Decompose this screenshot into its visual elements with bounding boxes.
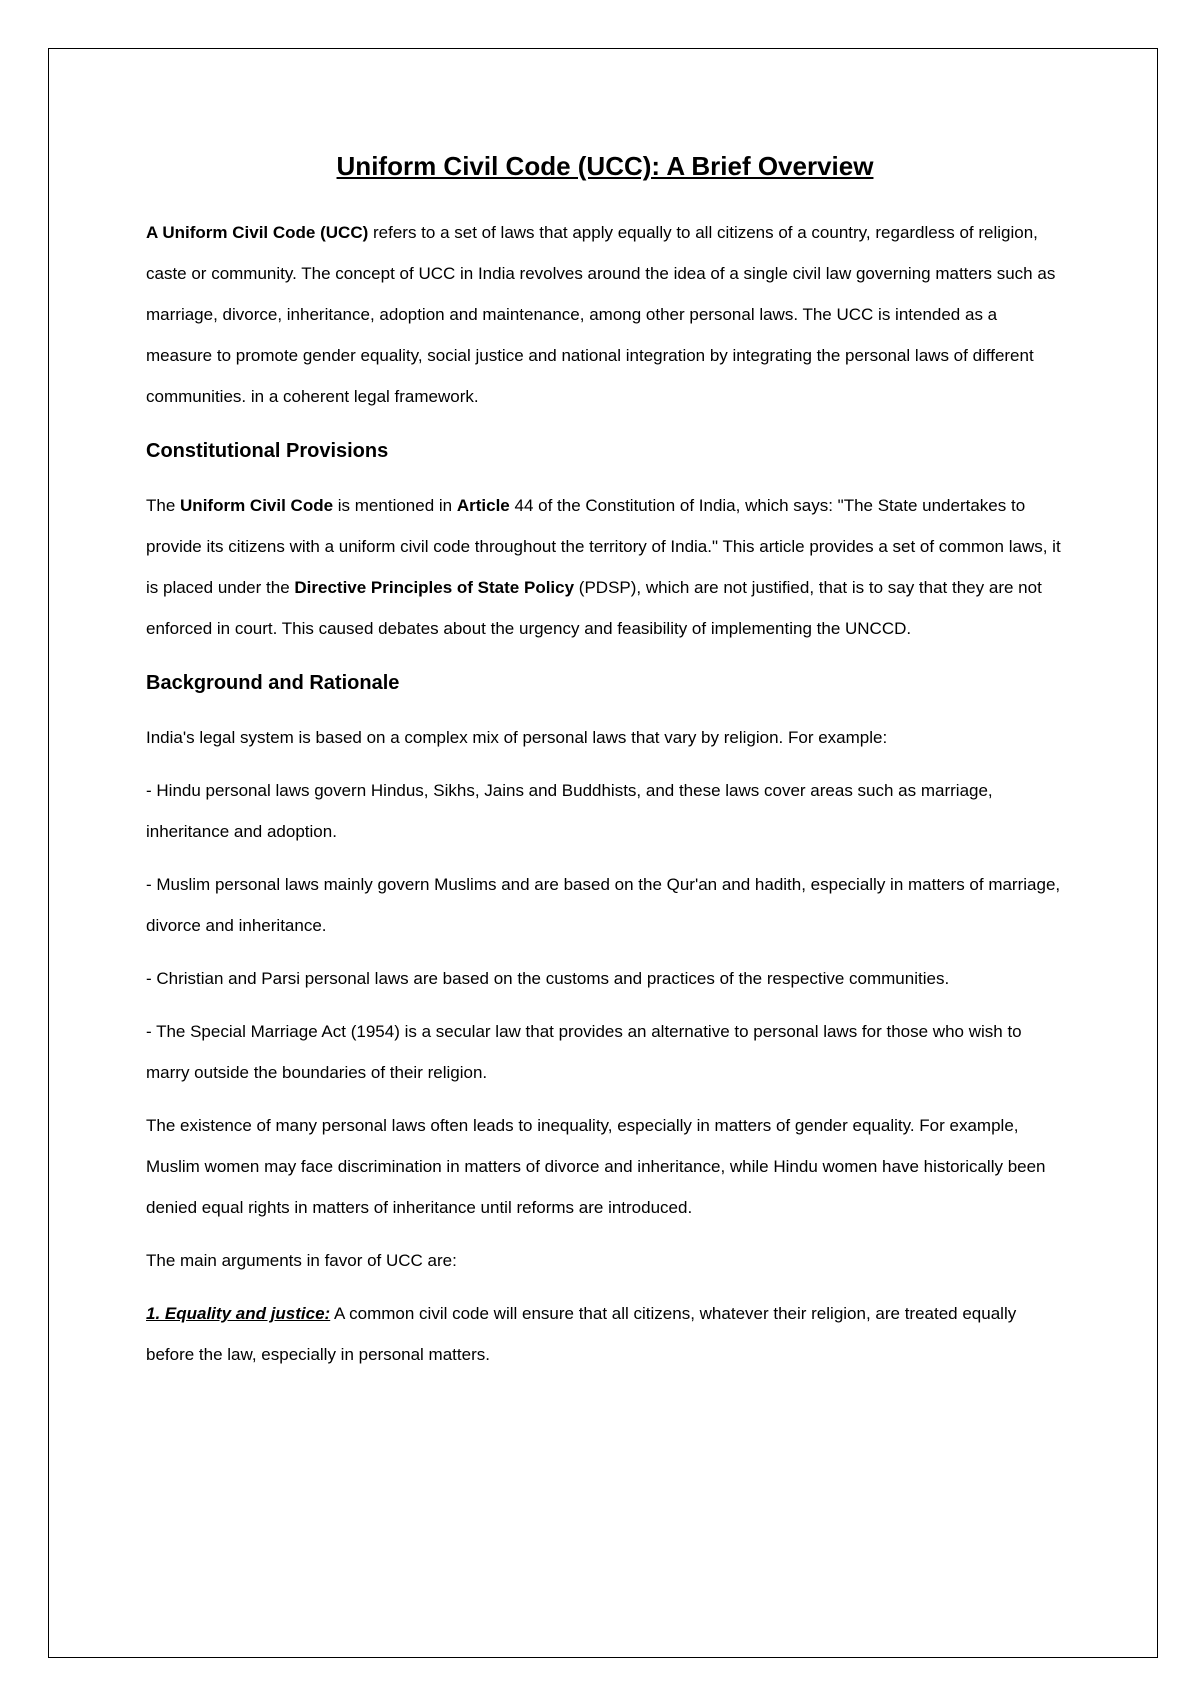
argument-1-text: A common civil code will ensure that all citizens, whatever their religion, are treated equally before the law, especially in personal matters. — [146, 1304, 1017, 1364]
document-body — [146, 146, 1064, 1387]
list-item: - Muslim personal laws mainly govern Muslims and are based on the Qur'an and hadith, especially in matters of marriage, divorce and inheritance. — [146, 875, 1061, 935]
list-item: - The Special Marriage Act (1954) is a secular law that provides an alternative to personal laws for those who wish to marry outside the boundaries of their religion. — [146, 1022, 1022, 1082]
bold-uniform-civil-code: Uniform Civil Code — [180, 496, 334, 515]
intro-text: refers to a set of laws that apply equally to all citizens of a country, regardless of religion, caste or community. The concept of UCC in India revolves around the idea of a single civil law governing matters such as marriage, divorce, inheritance, adoption and maintenance, among other personal laws. The UCC is intended as a measure to promote gender equality, social justice and national integration by integrating the personal laws of different communities. in a coherent legal framework. — [146, 223, 1056, 406]
heading-constitutional-provisions: Constitutional Provisions — [146, 440, 389, 462]
argument-1-label: 1. Equality and justice: — [146, 1304, 331, 1323]
list-item: - Christian and Parsi personal laws are based on the customs and practices of the respective communities. — [146, 969, 950, 988]
list-item: - Hindu personal laws govern Hindus, Sikhs, Jains and Buddhists, and these laws cover areas such as marriage, inheritance and adoption. — [146, 781, 993, 841]
constitutional-paragraph — [146, 485, 1064, 649]
bold-directive-principles: Directive Principles of State Policy — [294, 578, 575, 597]
argument-1 — [146, 1293, 1064, 1375]
page-title: Uniform Civil Code (UCC): A Brief Overview — [336, 151, 874, 181]
constitutional-text: 44 of the Constitution of India, which says: "The State undertakes to provide its citizens with a uniform civil code throughout the territory of India." This article provides a set of common laws, it is placed under the — [146, 496, 1061, 597]
arguments-intro: The main arguments in favor of UCC are: — [146, 1251, 457, 1270]
constitutional-text: (PDSP), which are not justified, that is to say that they are not enforced in court. This caused debates about the urgency and feasibility of implementing the UNCCD. — [146, 578, 1042, 638]
existence-paragraph: The existence of many personal laws often leads to inequality, especially in matters of gender equality. For example, Muslim women may face discrimination in matters of divorce and inheritance, while Hindu women have historically been denied equal rights in matters of inheritance until reforms are introduced. — [146, 1116, 1046, 1217]
background-intro: India's legal system is based on a complex mix of personal laws that vary by religion. For example: — [146, 728, 888, 747]
constitutional-text: The — [146, 496, 181, 515]
heading-background-rationale: Background and Rationale — [146, 672, 400, 694]
constitutional-text: is mentioned in — [333, 496, 457, 515]
bold-article: Article — [456, 496, 510, 515]
intro-bold-term: A Uniform Civil Code (UCC) — [146, 223, 369, 242]
intro-paragraph — [146, 212, 1064, 417]
